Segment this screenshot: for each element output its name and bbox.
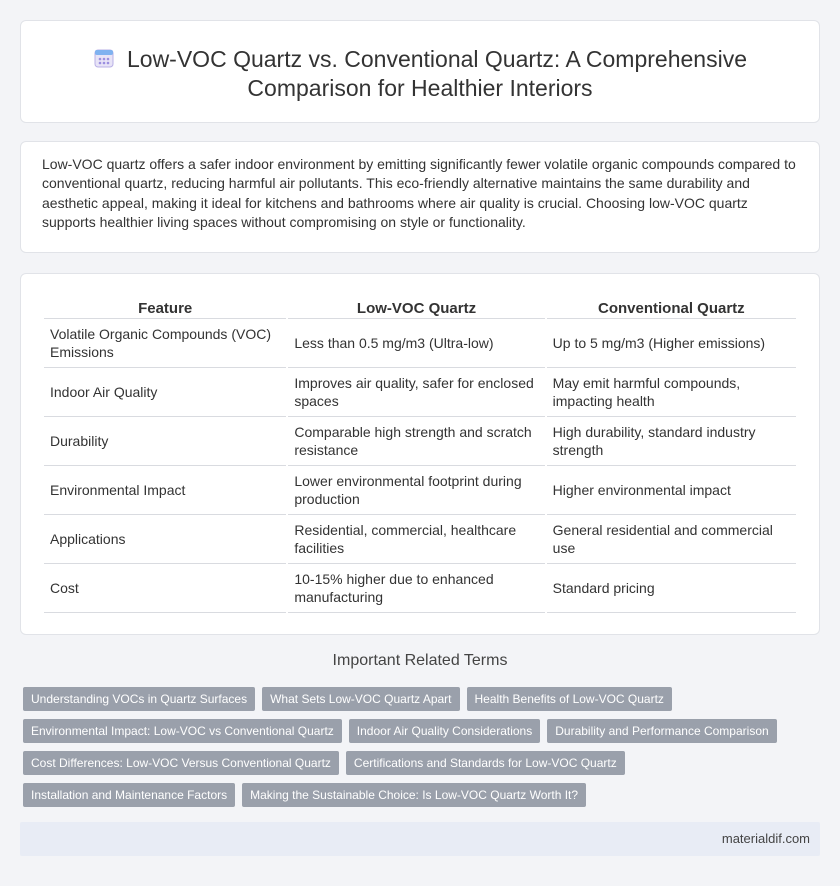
cell-low-voc: 10-15% higher due to enhanced manufacturing	[288, 564, 544, 613]
tag-row	[23, 687, 813, 711]
table-row	[44, 466, 796, 515]
cell-feature: Environmental Impact	[44, 466, 286, 515]
footer	[20, 822, 820, 856]
related-term-tag[interactable]: Cost Differences: Low-VOC Versus Conventional Quartz	[23, 751, 339, 775]
cell-feature: Applications	[44, 515, 286, 564]
related-term-tag[interactable]: What Sets Low-VOC Quartz Apart	[262, 687, 459, 711]
tag-row	[23, 719, 813, 743]
cell-feature: Cost	[44, 564, 286, 613]
cell-low-voc: Less than 0.5 mg/m3 (Ultra-low)	[288, 319, 544, 368]
table-header-row	[44, 296, 796, 319]
intro-card	[20, 141, 820, 253]
comparison-table	[42, 296, 798, 613]
related-term-tag[interactable]: Certifications and Standards for Low-VOC Quartz	[346, 751, 625, 775]
comparison-table-card	[20, 273, 820, 635]
header-feature: Feature	[44, 296, 286, 319]
cell-low-voc: Comparable high strength and scratch resistance	[288, 417, 544, 466]
cell-low-voc: Residential, commercial, healthcare facilities	[288, 515, 544, 564]
related-term-tag[interactable]: Environmental Impact: Low-VOC vs Conventional Quartz	[23, 719, 342, 743]
cell-conventional: May emit harmful compounds, impacting health	[547, 368, 796, 417]
cell-feature: Indoor Air Quality	[44, 368, 286, 417]
intro-paragraph: Low-VOC quartz offers a safer indoor environment by emitting significantly fewer volatile organic compounds compared to conventional quartz, reducing harmful air pollutants. This eco-friendly alternative maintains the same durability and aesthetic appeal, making it ideal for kitchens and bathrooms where air quality is crucial. Choosing low-VOC quartz supports healthier living spaces without compromising on style or functionality.	[42, 156, 796, 231]
table-row	[44, 319, 796, 368]
cell-conventional: Standard pricing	[547, 564, 796, 613]
related-term-tag[interactable]: Installation and Maintenance Factors	[23, 783, 235, 807]
related-terms-section	[20, 652, 820, 802]
cell-low-voc: Lower environmental footprint during production	[288, 466, 544, 515]
table-row	[44, 564, 796, 613]
tag-row	[23, 783, 813, 807]
header-conventional: Conventional Quartz	[547, 296, 796, 319]
related-terms-title: Important Related Terms	[332, 652, 508, 669]
related-term-tag[interactable]: Making the Sustainable Choice: Is Low-VOC Quartz Worth It?	[242, 783, 586, 807]
page-title	[21, 45, 819, 103]
header-low-voc: Low-VOC Quartz	[288, 296, 544, 319]
related-term-tag[interactable]: Health Benefits of Low-VOC Quartz	[467, 687, 672, 711]
cell-low-voc: Improves air quality, safer for enclosed spaces	[288, 368, 544, 417]
footer-site-link[interactable]: materialdif.com	[721, 831, 810, 846]
cell-conventional: High durability, standard industry strength	[547, 417, 796, 466]
cell-conventional: Up to 5 mg/m3 (Higher emissions)	[547, 319, 796, 368]
related-term-tag[interactable]: Understanding VOCs in Quartz Surfaces	[23, 687, 255, 711]
cell-feature: Volatile Organic Compounds (VOC) Emissions	[44, 319, 286, 368]
related-term-tag[interactable]: Indoor Air Quality Considerations	[349, 719, 540, 743]
title-line-2: Comparison for Healthier Interiors	[247, 75, 593, 101]
title-line-1: Low-VOC Quartz vs. Conventional Quartz: A Comprehensive	[126, 46, 747, 72]
table-row	[44, 417, 796, 466]
header-card	[20, 20, 820, 123]
cell-conventional: General residential and commercial use	[547, 515, 796, 564]
calendar-icon	[93, 47, 115, 69]
cell-feature: Durability	[44, 417, 286, 466]
related-term-tag[interactable]: Durability and Performance Comparison	[547, 719, 776, 743]
cell-conventional: Higher environmental impact	[547, 466, 796, 515]
table-row	[44, 368, 796, 417]
tag-row	[23, 751, 813, 775]
table-row	[44, 515, 796, 564]
related-terms-tags	[23, 687, 813, 815]
